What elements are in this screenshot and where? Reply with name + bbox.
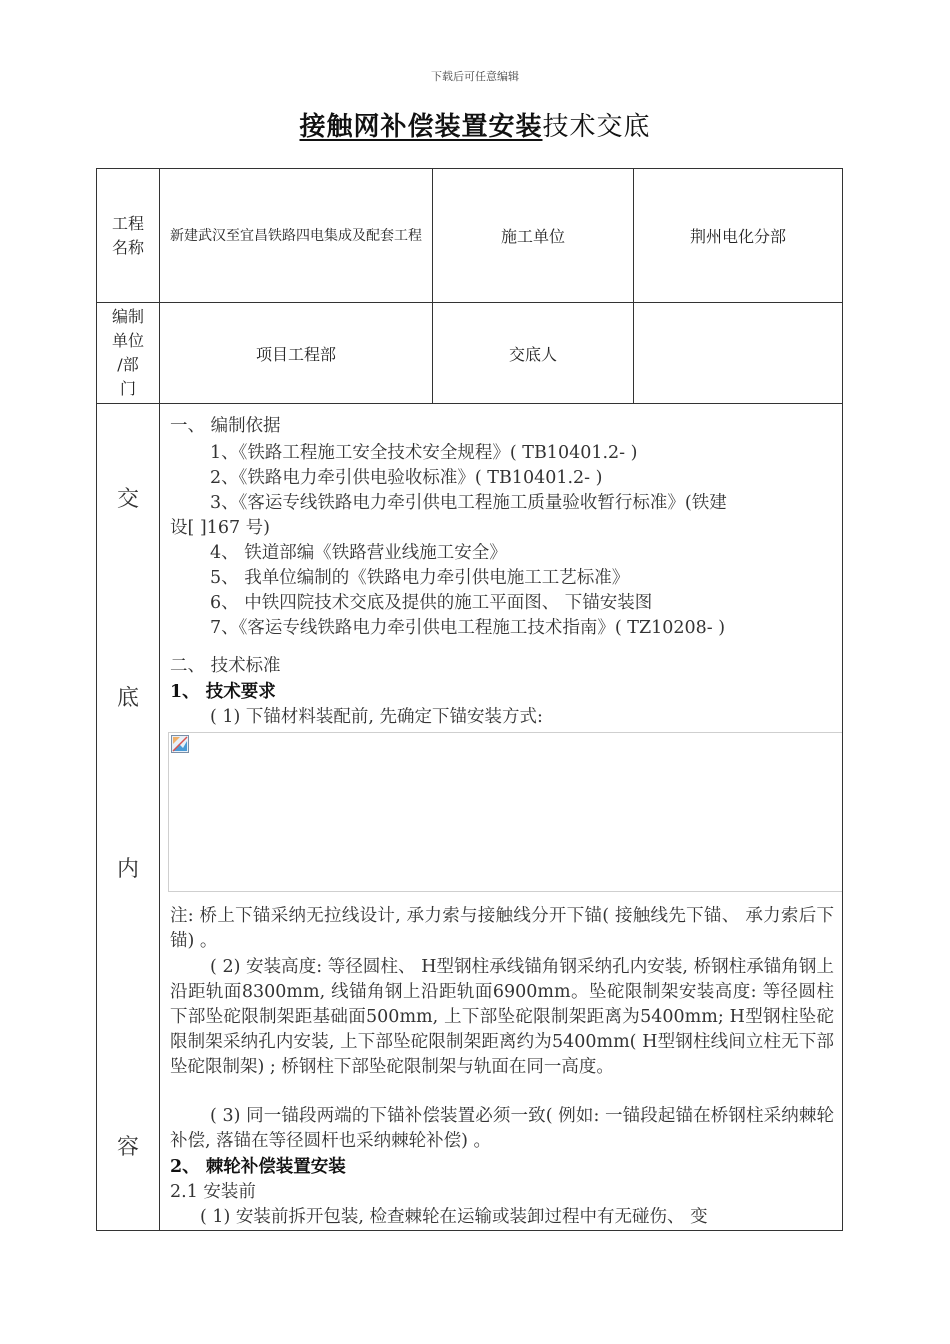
form-row-dept (97, 303, 843, 404)
presenter-label: 交底人 (433, 303, 634, 404)
construction-unit-label: 施工单位 (433, 169, 634, 303)
construction-unit-value: 荆州电化分部 (634, 169, 843, 303)
content-cell (160, 404, 843, 1231)
requirement-1: ( 1) 下锚材料装配前, 先确定下锚安装方式: (210, 707, 543, 727)
side-char-2: 底 (116, 686, 139, 711)
project-name-label: 工程 名称 (97, 169, 160, 303)
note-paragraph: 注: 桥上下锚采纳无拉线设计, 承力索与接触线分开下锚( 接触线先下锚、 承力索后下锚) 。 (170, 906, 834, 951)
requirement-3: ( 3) 同一锚段两端的下锚补偿装置必须一致( 例如: 一锚段起锚在桥钢柱采纳棘轮补偿, 落锚在等径圆杆也采纳棘轮补偿) 。 (170, 1106, 834, 1151)
page-title (0, 106, 950, 143)
basis-item-1: 1、《铁路工程施工安全技术安全规程》( TB10401.2- ) (210, 443, 638, 463)
basis-item-5: 5、 我单位编制的《铁路电力牵引供电施工工艺标准》 (210, 568, 630, 588)
side-char-3: 内 (116, 857, 139, 882)
side-char-4: 容 (116, 1135, 139, 1160)
header-note: 下载后可任意编辑 (431, 70, 519, 83)
title-underlined: 接触网补偿装置安装 (299, 112, 543, 142)
broken-image-icon (171, 735, 189, 753)
basis-item-3-cont: 设[ ]167 号) (170, 518, 271, 538)
form-row-content (97, 404, 843, 1231)
dept-label: 编制 单位 /部 门 (97, 303, 160, 404)
side-char-1: 交 (116, 487, 139, 512)
form-row-project (97, 169, 843, 303)
content-side-label (97, 404, 160, 1231)
anchor-diagram-image (168, 732, 842, 892)
basis-item-4: 4、 铁道部编《铁路营业线施工安全》 (210, 543, 507, 563)
section-1-heading: 一、 编制依据 (170, 416, 281, 436)
presenter-value (634, 303, 843, 404)
requirement-2: ( 2) 安装高度: 等径圆柱、 H型钢柱承线锚角钢采纳孔内安装, 桥钢柱承锚角钢上沿距轨面8300mm, 线锚角钢上沿距轨面6900mm。坠砣限制架安装高度: 等径圆柱下部坠砣限制架距基础面500mm, 上下部坠砣限制架距离为5400mm; H型钢柱坠砣限制架采纳孔内安装, 上下部坠砣限制架距离约为5400mm( H型钢柱线间立柱无下部坠砣限制架) ; 桥钢柱下部坠砣限制架与轨面在同一高度。 (170, 957, 834, 1077)
title-rest: 技术交底 (542, 112, 651, 142)
project-name-cell (160, 169, 433, 303)
dept-value: 项目工程部 (160, 303, 433, 404)
tech-requirements-heading: 1、 技术要求 (170, 682, 276, 702)
before-install-heading: 2.1 安装前 (170, 1182, 256, 1202)
disclosure-form-table (96, 168, 843, 1231)
project-name-value: 新建武汉至宜昌铁路四电集成及配套工程 (170, 227, 422, 244)
basis-item-7: 7、《客运专线铁路电力牵引供电工程施工技术指南》( TZ10208- ) (210, 618, 726, 638)
basis-item-2: 2、《铁路电力牵引供电验收标准》( TB10401.2- ) (210, 468, 603, 488)
ratchet-install-heading: 2、 棘轮补偿装置安装 (170, 1157, 346, 1177)
basis-item-6: 6、 中铁四院技术交底及提供的施工平面图、 下锚安装图 (210, 593, 653, 613)
basis-item-3: 3、《客运专线铁路电力牵引供电工程施工质量验收暂行标准》(铁建 (210, 493, 727, 513)
content-body (160, 404, 842, 1230)
before-install-item-1: ( 1) 安装前拆开包装, 检查棘轮在运输或装卸过程中有无碰伤、 变 (200, 1207, 708, 1227)
section-2-heading: 二、 技术标准 (170, 656, 281, 676)
